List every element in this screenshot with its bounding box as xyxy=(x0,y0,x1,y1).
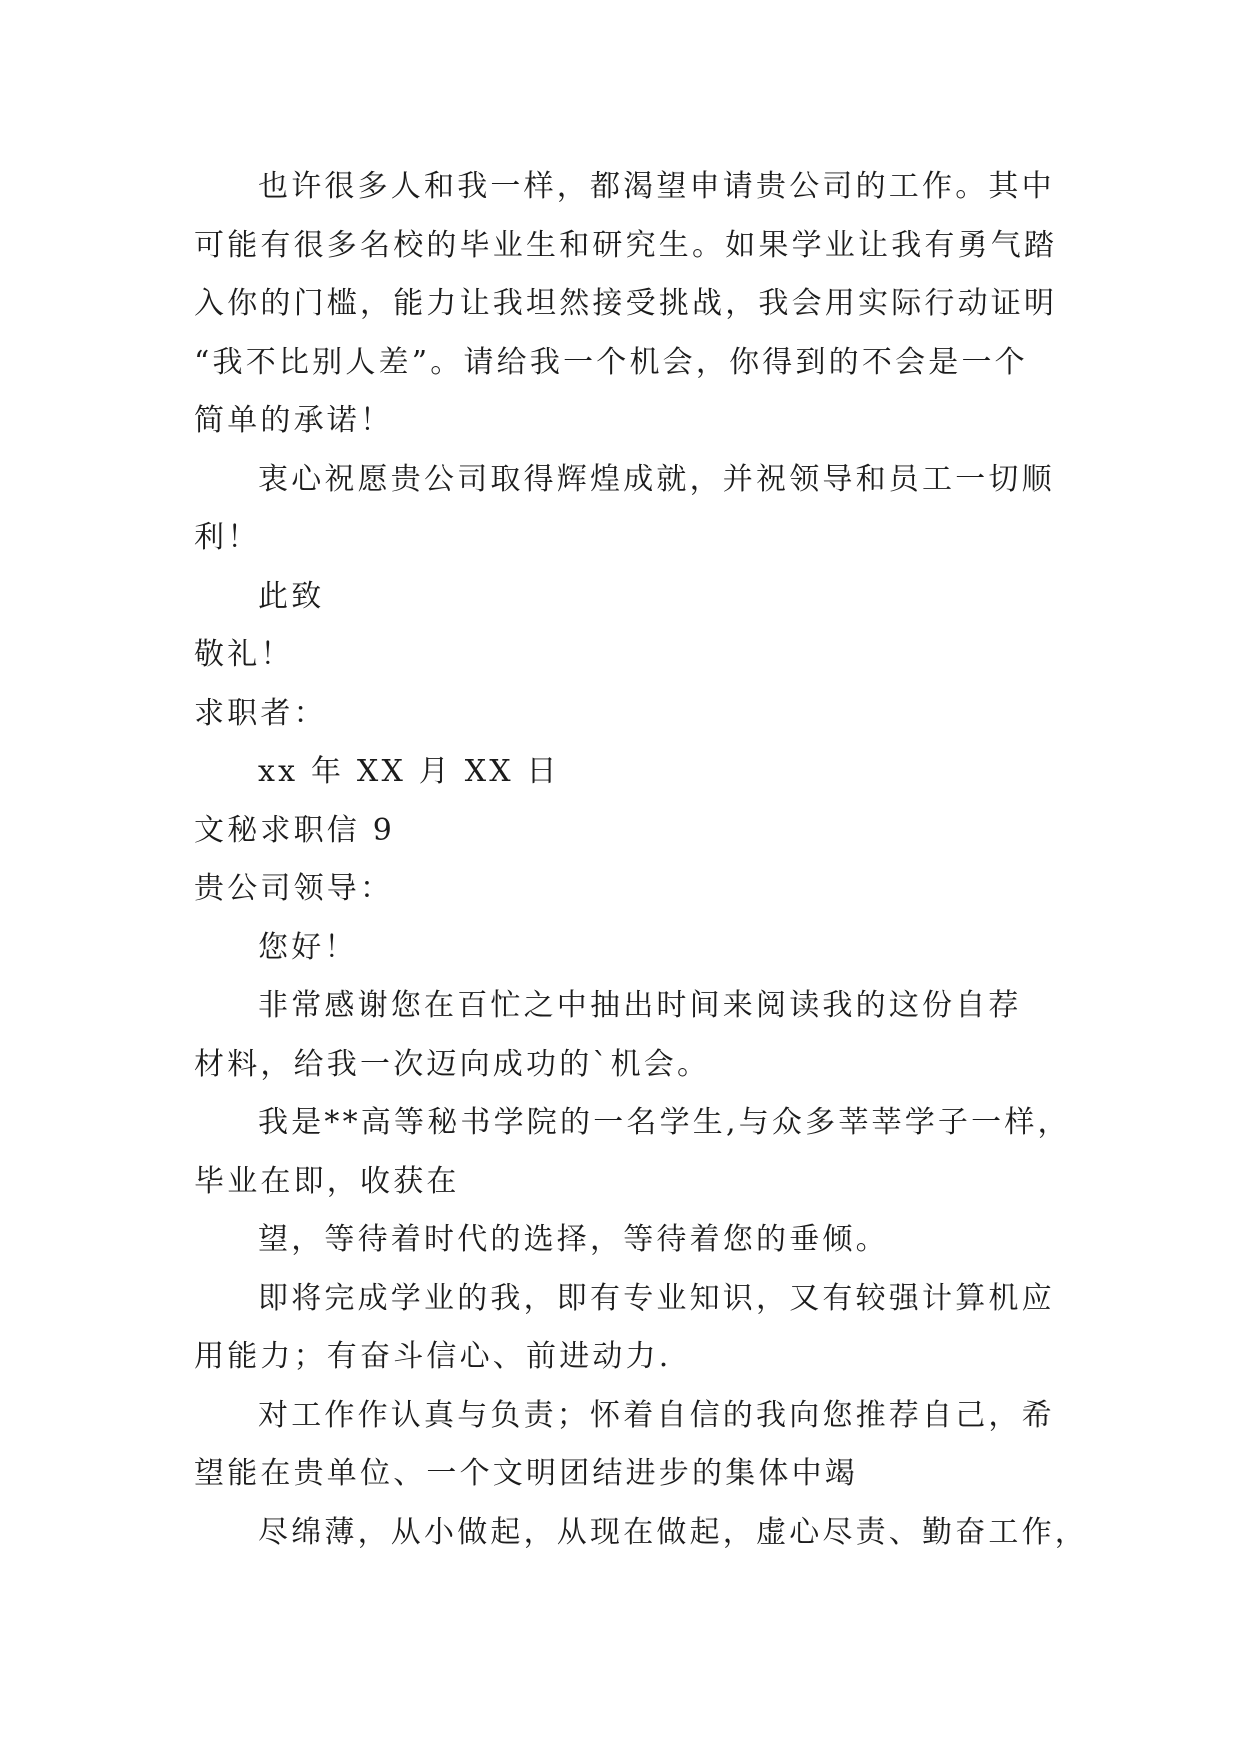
text-line: 即将完成学业的我，即有专业知识，又有较强计算机应 xyxy=(258,1280,1055,1316)
text-line: 也许很多人和我一样，都渴望申请贵公司的工作。其中 xyxy=(258,169,1055,204)
text-line: 望，等待着时代的选择，等待着您的垂倾。 xyxy=(258,1222,889,1257)
text-line: 尽绵薄，从小做起，从现在做起，虚心尽责、勤奋工作， xyxy=(258,1514,1088,1550)
text-line: 入你的门槛，能力让我坦然接受挑战，我会用实际行动证明 xyxy=(194,286,1058,321)
text-line: 文秘求职信 9 xyxy=(194,812,396,848)
text-line: “我不比别人差”。请给我一个机会，你得到的不会是一个 xyxy=(194,344,1028,380)
text-line: 简单的承诺！ xyxy=(194,403,394,438)
text-line: 我是**高等秘书学院的一名学生,与众多莘莘学子一样， xyxy=(258,1105,1071,1140)
text-line: xx 年 XX 月 XX 日 xyxy=(258,754,560,789)
text-line: 望能在贵单位、一个文明团结进步的集体中竭 xyxy=(194,1456,858,1491)
text-line: 您好！ xyxy=(258,929,358,965)
text-line: 利！ xyxy=(194,520,261,555)
text-line: 敬礼！ xyxy=(194,637,294,672)
text-line: 对工作作认真与负责；怀着自信的我向您推荐自己，希 xyxy=(258,1397,1055,1433)
text-line: 求职者： xyxy=(194,695,327,731)
text-line: 毕业在即，收获在 xyxy=(194,1163,460,1199)
text-line: 可能有很多名校的毕业生和研究生。如果学业让我有勇气踏 xyxy=(194,227,1058,263)
text-line: 贵公司领导： xyxy=(194,871,394,906)
text-line: 用能力；有奋斗信心、前进动力. xyxy=(194,1339,672,1374)
text-line: 衷心祝愿贵公司取得辉煌成就，并祝领导和员工一切顺 xyxy=(258,461,1055,497)
text-line: 非常感谢您在百忙之中抽出时间来阅读我的这份自荐 xyxy=(258,988,1022,1023)
text-line: 此致 xyxy=(258,578,325,614)
text-line: 材料，给我一次迈向成功的`机会。 xyxy=(194,1046,711,1082)
letter-body xyxy=(194,158,1088,1562)
